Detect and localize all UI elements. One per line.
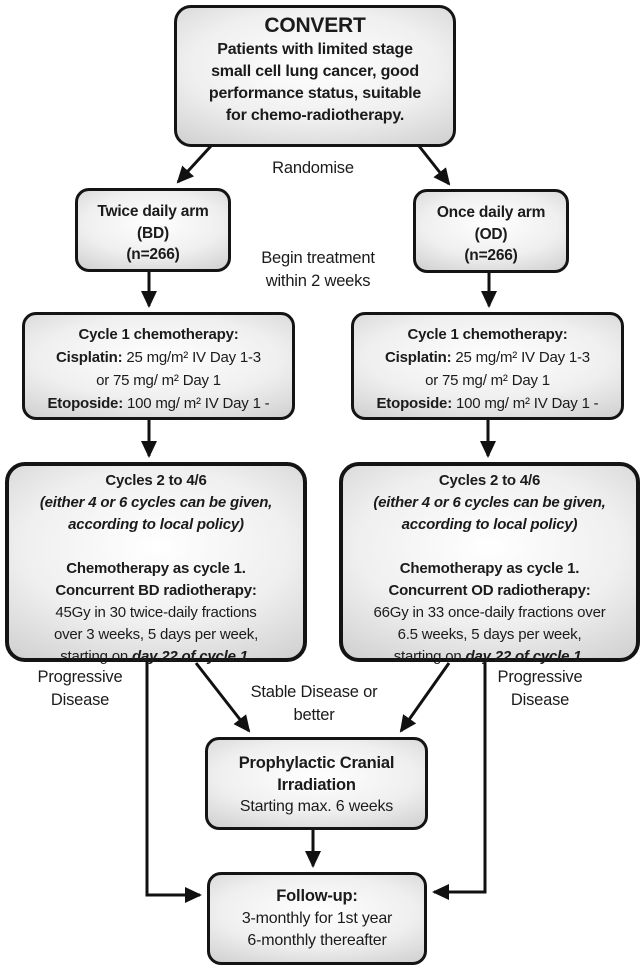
pci-heading: Prophylactic Cranial	[238, 754, 395, 772]
bd-cycle1-heading: Cycle 1 chemotherapy:	[78, 326, 239, 343]
arrow-top-to-bd-arm	[178, 146, 211, 182]
pci-subtext: Starting max. 6 weeks	[239, 798, 394, 815]
od-progressive-label: Progressive Disease	[497, 668, 583, 709]
begin-treatment-label: Begin treatment within 2 weeks	[261, 249, 375, 290]
od-arm-box	[413, 189, 569, 273]
bd-cycles-rt-line: 45Gy in 30 twice-daily fractions	[55, 604, 257, 621]
convert-line: small cell lung cancer, good	[211, 63, 419, 80]
bd-cycles-note: (either 4 or 6 cycles can be given,	[39, 494, 273, 511]
od-cycles-heading: Cycles 2 to 4/6	[438, 472, 541, 489]
followup-box	[207, 872, 427, 965]
bd-arm-line: (n=266)	[126, 246, 180, 263]
od-cycles-rt-start: starting on day 22 of cycle 1.	[393, 648, 586, 665]
convert-line: performance status, suitable	[208, 85, 422, 102]
od-cycles-note: according to local policy)	[401, 516, 578, 533]
pci-heading: Irradiation	[277, 776, 356, 794]
convert-box	[174, 5, 456, 147]
od-cycle1-box	[351, 312, 624, 420]
arrow-od-cycles-to-pci	[401, 663, 449, 731]
od-cycle1-cisplatin: Cisplatin: 25 mg/m² IV Day 1-3	[385, 349, 590, 366]
bd-arm-line: (BD)	[137, 224, 169, 242]
od-arm-line: Once daily arm	[436, 204, 546, 221]
od-cycles-rt-heading: Concurrent OD radiotherapy:	[388, 582, 591, 599]
convert-line: for chemo-radiotherapy.	[225, 107, 405, 124]
bd-cycle1-cisplatin-alt: or 75 mg/ m² Day 1	[96, 372, 221, 389]
arrow-bd-progressive-to-followup	[147, 662, 200, 895]
pci-box	[205, 737, 428, 830]
bd-cycles-heading: Cycles 2 to 4/6	[105, 472, 207, 489]
od-arm-line: (n=266)	[464, 247, 518, 264]
arrow-od-progressive-to-followup	[434, 662, 485, 892]
od-cycle1-heading: Cycle 1 chemotherapy:	[407, 326, 568, 343]
od-cycles-box	[339, 462, 640, 665]
randomise-label: Randomise	[272, 159, 354, 177]
bd-cycles-chemo: Chemotherapy as cycle 1.	[66, 560, 246, 577]
od-cycles-rt-line: 6.5 weeks, 5 days per week,	[397, 626, 582, 643]
od-cycles-rt-line: 66Gy in 33 once-daily fractions over	[373, 604, 606, 621]
arrow-top-to-od-arm	[419, 146, 449, 184]
bd-cycles-rt-line: over 3 weeks, 5 days per week,	[53, 626, 259, 643]
od-cycle1-cisplatin-alt: or 75 mg/ m² Day 1	[425, 372, 550, 389]
bd-arm-box	[75, 188, 231, 272]
od-cycle1-etoposide: Etoposide: 100 mg/ m² IV Day 1 -	[376, 395, 599, 412]
bd-cycles-note: according to local policy)	[68, 516, 244, 533]
followup-line: 3-monthly for 1st year	[241, 910, 393, 927]
followup-line: 6-monthly thereafter	[247, 932, 387, 949]
od-cycles-chemo: Chemotherapy as cycle 1.	[399, 560, 580, 577]
convert-line: Patients with limited stage	[217, 41, 413, 58]
bd-cycle1-etoposide: Etoposide: 100 mg/ m² IV Day 1 -	[47, 395, 270, 412]
bd-cycles-rt-heading: Concurrent BD radiotherapy:	[55, 582, 257, 599]
bd-cycles-box	[5, 462, 307, 665]
bd-cycle1-box	[22, 312, 295, 420]
convert-title: CONVERT	[264, 14, 366, 37]
bd-cycle1-cisplatin: Cisplatin: 25 mg/m² IV Day 1-3	[56, 349, 261, 366]
followup-heading: Follow-up:	[276, 887, 358, 905]
stable-disease-label: Stable Disease or better	[250, 683, 378, 724]
bd-arm-line: Twice daily arm	[97, 203, 209, 220]
spacer	[9, 536, 303, 558]
od-arm-line: (OD)	[474, 225, 508, 243]
bd-cycles-rt-start: starting on day 22 of cycle 1.	[60, 648, 252, 665]
spacer	[343, 536, 636, 558]
bd-progressive-label: Progressive Disease	[37, 668, 123, 709]
od-cycles-note: (either 4 or 6 cycles can be given,	[373, 494, 606, 511]
